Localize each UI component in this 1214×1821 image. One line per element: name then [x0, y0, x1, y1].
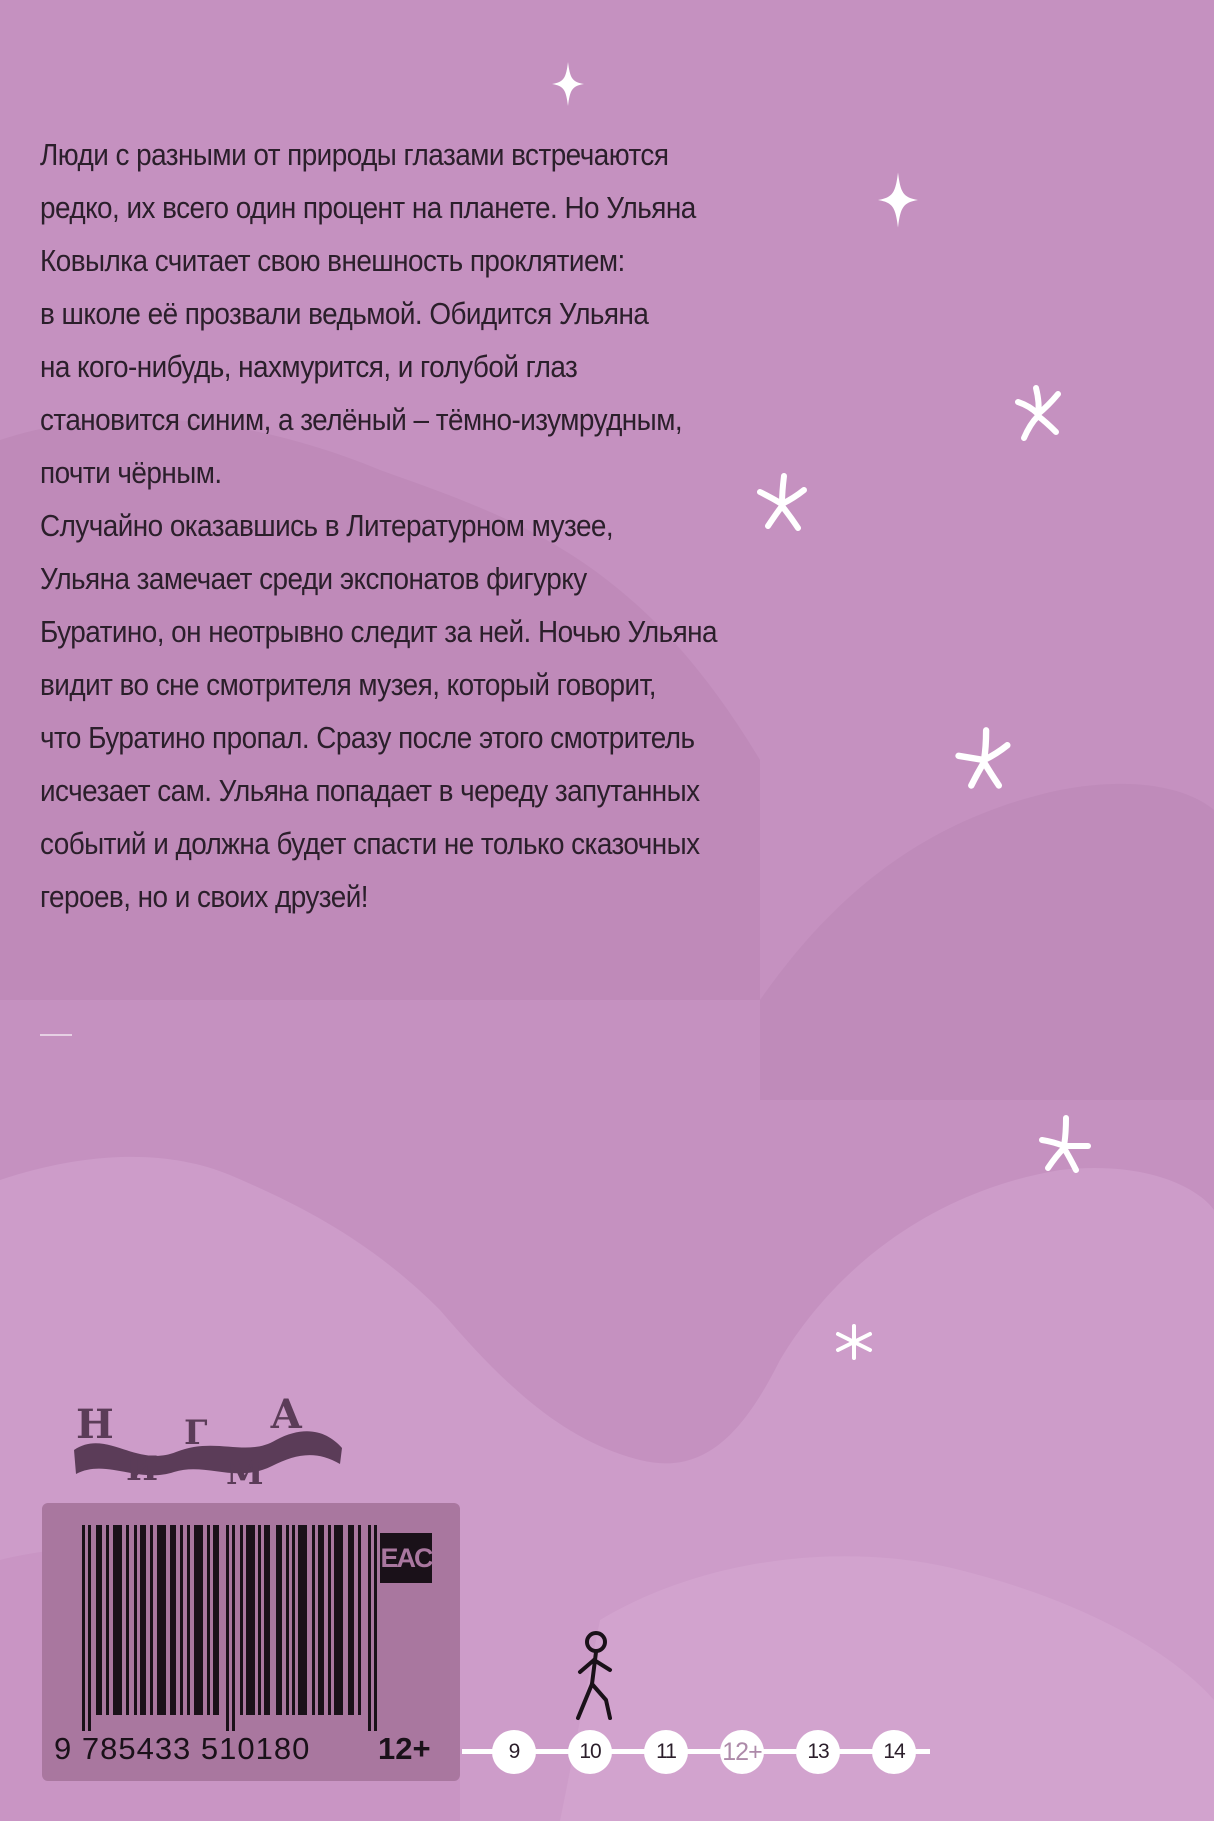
logo-letter: Н	[76, 1401, 114, 1448]
age-marker: 13	[796, 1730, 840, 1774]
walking-person-icon	[566, 1630, 622, 1722]
asterisk-star-icon	[834, 1324, 874, 1360]
divider-dash	[40, 1034, 72, 1036]
logo-letter: Г	[184, 1413, 208, 1453]
blurb-paragraph-1	[40, 128, 724, 499]
asterisk-star-icon	[1010, 380, 1066, 446]
age-marker-selected: 12+	[720, 1730, 764, 1774]
blurb-line: в школе её прозвали ведьмой. Обидится Ульяна	[40, 296, 649, 331]
sparkle-icon	[878, 172, 918, 228]
blurb-line: видит во сне смотрителя музея, который говорит,	[40, 667, 656, 702]
blurb-line: Буратино, он неотрывно следит за ней. Ночью Ульяна	[40, 614, 718, 649]
logo-letter: М	[226, 1453, 264, 1488]
publisher-logo	[66, 1388, 346, 1488]
age-marker: 11	[644, 1730, 688, 1774]
eac-mark: EAC	[380, 1533, 432, 1583]
age-marker: 9	[492, 1730, 536, 1774]
isbn-number: 9 785433 510180	[54, 1731, 311, 1766]
blurb-text	[40, 128, 724, 923]
asterisk-star-icon	[1036, 1112, 1092, 1178]
blurb-line: Люди с разными от природы глазами встречаются	[40, 137, 669, 172]
sparkle-icon	[552, 62, 584, 106]
age-rating-label: 12+	[378, 1731, 431, 1766]
blurb-line: героев, но и своих друзей!	[40, 879, 368, 914]
age-scale	[462, 1690, 934, 1810]
blurb-line: почти чёрным.	[40, 455, 222, 490]
blurb-line: Ковылка считает свою внешность проклятием:	[40, 243, 625, 278]
blurb-line: на кого-нибудь, нахмурится, и голубой глаз	[40, 349, 578, 384]
age-marker: 14	[872, 1730, 916, 1774]
barcode-panel	[42, 1503, 460, 1781]
asterisk-star-icon	[954, 724, 1014, 794]
blurb-line: что Буратино пропал. Сразу после этого смотритель	[40, 720, 695, 755]
blurb-line: Случайно оказавшись в Литературном музее,	[40, 508, 614, 543]
blurb-line: событий и должна будет спасти не только сказочных	[40, 826, 700, 861]
logo-letter: А	[270, 1391, 303, 1438]
blurb-line: Ульяна замечает среди экспонатов фигурку	[40, 561, 587, 596]
blurb-line: редко, их всего один процент на планете. Но Ульяна	[40, 190, 696, 225]
blurb-line: исчезает сам. Ульяна попадает в череду запутанных	[40, 773, 700, 808]
age-marker: 10	[568, 1730, 612, 1774]
blurb-line: становится синим, а зелёный – тёмно-изумрудным,	[40, 402, 683, 437]
asterisk-star-icon	[754, 470, 810, 536]
blurb-paragraph-2	[40, 499, 724, 923]
barcode-image	[82, 1525, 382, 1731]
logo-letter: И	[126, 1449, 159, 1488]
